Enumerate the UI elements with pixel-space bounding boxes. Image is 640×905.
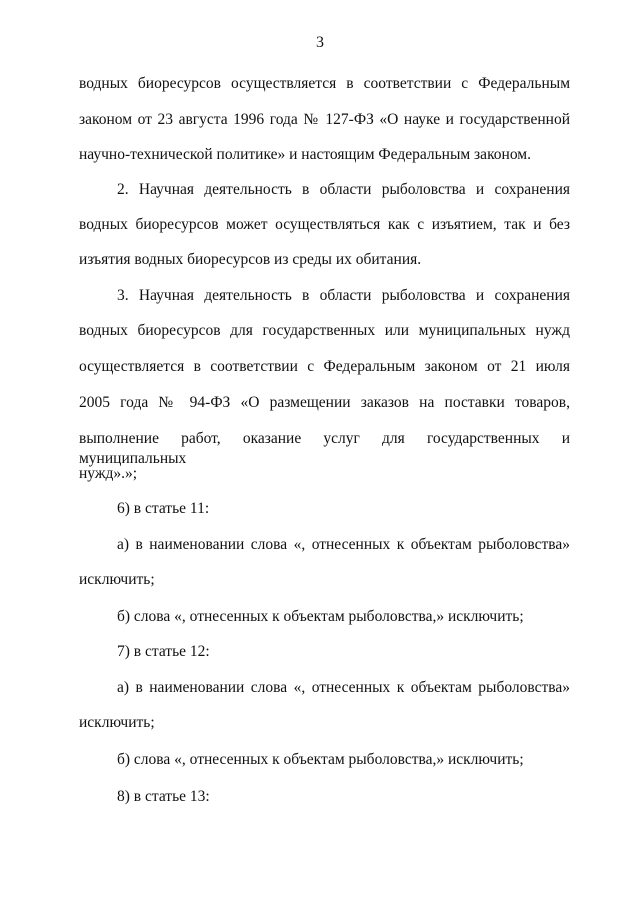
text-line: выполнение работ, оказание услуг для государственных и муниципальных <box>79 430 570 467</box>
text-line: нужд».»; <box>79 465 138 482</box>
text-line: 8) в статье 13: <box>117 788 210 805</box>
text-line: осуществляется в соответствии с Федеральным законом от 21 июля <box>79 358 570 375</box>
text-line: научно-технической политике» и настоящим Федеральным законом. <box>79 146 531 163</box>
text-line: водных биоресурсов осуществляется в соответствии с Федеральным <box>79 75 570 92</box>
text-line: б) слова «, отнесенных к объектам рыболовства,» исключить; <box>117 608 524 625</box>
text-line: изъятия водных биоресурсов из среды их обитания. <box>79 251 422 268</box>
text-line: а) в наименовании слова «, отнесенных к объектам рыболовства» <box>117 679 570 696</box>
text-line: 2. Научная деятельность в области рыболовства и сохранения <box>117 181 570 198</box>
text-line: исключить; <box>79 571 155 588</box>
text-line: исключить; <box>79 714 155 731</box>
text-line: водных биоресурсов может осуществляться как с изъятием, так и без <box>79 216 570 233</box>
text-line: б) слова «, отнесенных к объектам рыболовства,» исключить; <box>117 751 524 768</box>
text-line: 7) в статье 12: <box>117 643 210 660</box>
page-number: 3 <box>316 34 324 51</box>
text-line: законом от 23 августа 1996 года № 127-ФЗ «О науке и государственной <box>79 111 570 128</box>
text-line: 3. Научная деятельность в области рыболовства и сохранения <box>117 287 570 304</box>
text-line: водных биоресурсов для государственных или муниципальных нужд <box>79 322 570 339</box>
text-line: а) в наименовании слова «, отнесенных к объектам рыболовства» <box>117 536 570 553</box>
text-line: 6) в статье 11: <box>117 500 210 517</box>
text-line: 2005 года № 94-ФЗ «О размещении заказов на поставки товаров, <box>79 394 570 411</box>
